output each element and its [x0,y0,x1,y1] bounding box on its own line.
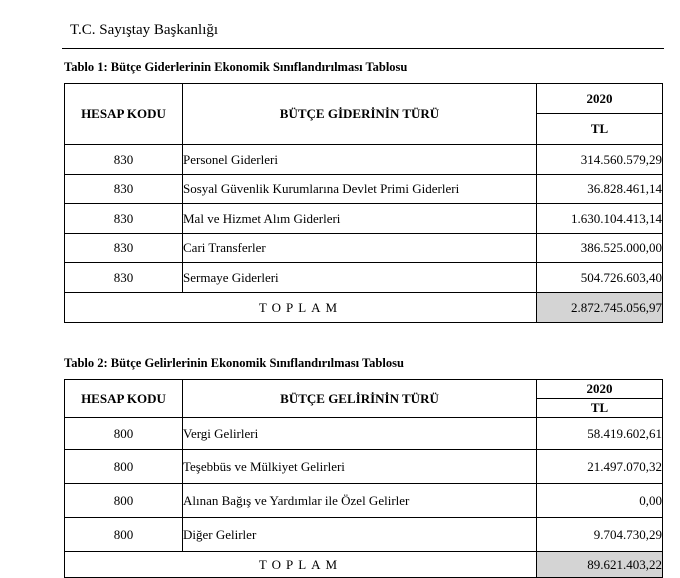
row-type: Vergi Gelirleri [183,418,537,450]
row-type: Personel Giderleri [183,145,537,175]
row-type: Cari Transferler [183,234,537,263]
table-row [65,145,663,175]
table-row [65,175,663,204]
col-header-unit: TL [537,399,663,418]
document-header: T.C. Sayıştay Başkanlığı [70,22,219,38]
table-row [65,450,663,484]
row-amount: 314.560.579,29 [537,145,663,175]
row-code: 830 [65,175,183,204]
row-type: Sermaye Giderleri [183,263,537,293]
revenue-table [64,379,663,578]
total-amount: 2.872.745.056,97 [537,293,663,323]
total-label: TOPLAM [65,293,537,323]
row-code: 830 [65,263,183,293]
row-type: Diğer Gelirler [183,518,537,552]
row-amount: 504.726.603,40 [537,263,663,293]
row-code: 800 [65,518,183,552]
row-amount: 21.497.070,32 [537,450,663,484]
row-type: Teşebbüs ve Mülkiyet Gelirleri [183,450,537,484]
table-row [65,484,663,518]
row-code: 830 [65,204,183,234]
expense-table [64,83,663,323]
col-header-code: HESAP KODU [65,380,183,418]
row-type: Alınan Bağış ve Yardımlar ile Özel Gelirler [183,484,537,518]
total-amount: 89.621.403,22 [537,552,663,578]
row-code: 800 [65,484,183,518]
table-row [65,204,663,234]
total-label: TOPLAM [65,552,537,578]
total-row [65,552,663,578]
table-row [65,518,663,552]
col-header-year: 2020 [537,380,663,399]
row-type: Sosyal Güvenlik Kurumlarına Devlet Primi Giderleri [183,175,537,204]
header-divider [62,48,664,49]
row-type: Mal ve Hizmet Alım Giderleri [183,204,537,234]
table2-caption: Tablo 2: Bütçe Gelirlerinin Ekonomik Sınıflandırılması Tablosu [64,356,404,370]
row-code: 830 [65,145,183,175]
col-header-type: BÜTÇE GELİRİNİN TÜRÜ [183,380,537,418]
table-row [65,234,663,263]
row-amount: 386.525.000,00 [537,234,663,263]
col-header-code: HESAP KODU [65,84,183,145]
col-header-year: 2020 [537,84,663,114]
table-row [65,418,663,450]
total-row [65,293,663,323]
row-amount: 58.419.602,61 [537,418,663,450]
row-code: 830 [65,234,183,263]
row-code: 800 [65,418,183,450]
row-amount: 0,00 [537,484,663,518]
table-row [65,263,663,293]
table1-caption: Tablo 1: Bütçe Giderlerinin Ekonomik Sınıflandırılması Tablosu [64,60,408,74]
row-amount: 36.828.461,14 [537,175,663,204]
col-header-unit: TL [537,114,663,145]
row-amount: 9.704.730,29 [537,518,663,552]
col-header-type: BÜTÇE GİDERİNİN TÜRÜ [183,84,537,145]
row-amount: 1.630.104.413,14 [537,204,663,234]
row-code: 800 [65,450,183,484]
